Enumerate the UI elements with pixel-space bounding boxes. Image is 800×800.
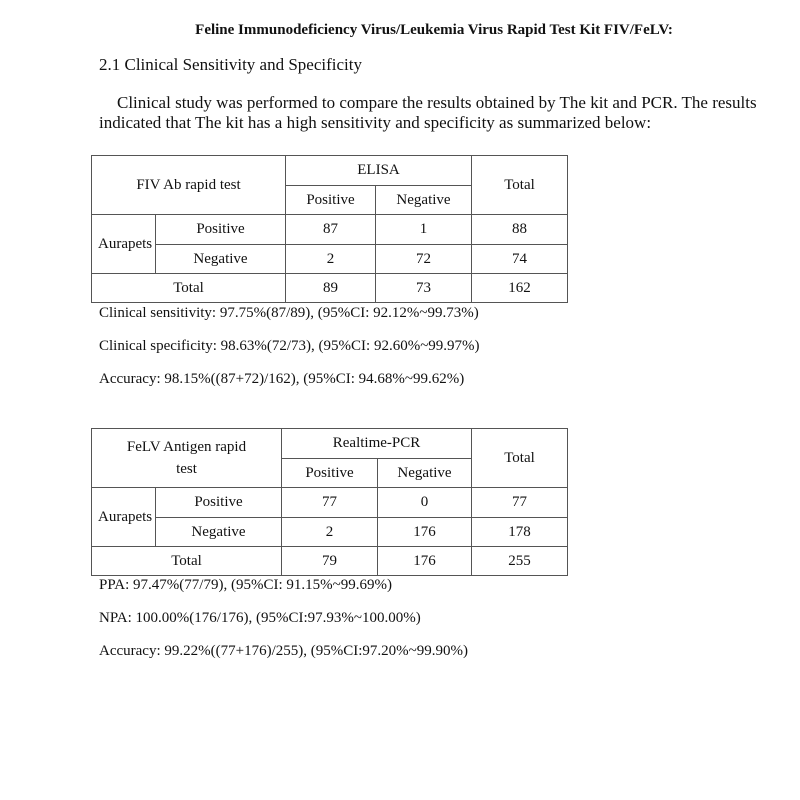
table-cell: 2: [282, 518, 378, 547]
table1-row-total: Total: [92, 274, 286, 303]
table2-npa: NPA: 100.00%(176/176), (95%CI:97.93%~100.00%): [99, 610, 421, 626]
table2-col-positive: Positive: [282, 459, 378, 488]
table-cell: 77: [472, 488, 568, 518]
table-cell: 89: [286, 274, 376, 303]
table2-row-negative: Negative: [156, 518, 282, 547]
table-cell: 87: [286, 215, 376, 245]
document-title: Feline Immunodeficiency Virus/Leukemia Virus Rapid Test Kit FIV/FeLV:: [195, 22, 673, 38]
table1-total-header: Total: [472, 156, 568, 215]
table1-row-positive: Positive: [156, 215, 286, 245]
table-cell: 176: [378, 547, 472, 576]
table2-corner-line2: test: [176, 461, 197, 477]
table-cell: 74: [472, 245, 568, 274]
table1-corner-header: FIV Ab rapid test: [92, 156, 286, 215]
table-cell: 255: [472, 547, 568, 576]
table2-row-total: Total: [92, 547, 282, 576]
table1-reference-header: ELISA: [286, 156, 472, 186]
table1-sensitivity: Clinical sensitivity: 97.75%(87/89), (95%CI: 92.12%~99.73%): [99, 305, 479, 321]
section-heading: 2.1 Clinical Sensitivity and Specificity: [99, 55, 362, 74]
table2-accuracy: Accuracy: 99.22%((77+176)/255), (95%CI:97.20%~99.90%): [99, 643, 468, 659]
table1-row-group: Aurapets: [92, 215, 156, 274]
intro-paragraph: Clinical study was performed to compare the results obtained by The kit and PCR. The results indicated that The kit has a high sensitivity and specificity as summarized below:: [99, 93, 757, 132]
table-cell: 72: [376, 245, 472, 274]
table2-reference-header: Realtime-PCR: [282, 429, 472, 459]
felv-results-table: [91, 428, 568, 576]
table2-row-positive: Positive: [156, 488, 282, 518]
table1-col-negative: Negative: [376, 186, 472, 215]
table2-col-negative: Negative: [378, 459, 472, 488]
table1-col-positive: Positive: [286, 186, 376, 215]
table2-corner-line1: FeLV Antigen rapid: [126, 439, 247, 455]
table-cell: 2: [286, 245, 376, 274]
table1-row-negative: Negative: [156, 245, 286, 274]
table-row: [92, 245, 568, 274]
table-cell: 0: [378, 488, 472, 518]
table-row: [92, 274, 568, 303]
table1-specificity: Clinical specificity: 98.63%(72/73), (95%CI: 92.60%~99.97%): [99, 338, 480, 354]
table-row: [92, 547, 568, 576]
table2-corner-header: [92, 429, 282, 488]
table-row: [92, 518, 568, 547]
table2-row-group: Aurapets: [92, 488, 156, 547]
table-cell: 77: [282, 488, 378, 518]
table2-ppa: PPA: 97.47%(77/79), (95%CI: 91.15%~99.69%): [99, 577, 392, 593]
table-cell: 178: [472, 518, 568, 547]
table-cell: 88: [472, 215, 568, 245]
table-cell: 1: [376, 215, 472, 245]
table-cell: 73: [376, 274, 472, 303]
fiv-results-table: [91, 155, 568, 303]
table1-accuracy: Accuracy: 98.15%((87+72)/162), (95%CI: 94.68%~99.62%): [99, 371, 465, 387]
table-row: [92, 215, 568, 245]
table-row: [92, 488, 568, 518]
table-cell: 162: [472, 274, 568, 303]
table2-total-header: Total: [472, 429, 568, 488]
table-cell: 176: [378, 518, 472, 547]
table-cell: 79: [282, 547, 378, 576]
